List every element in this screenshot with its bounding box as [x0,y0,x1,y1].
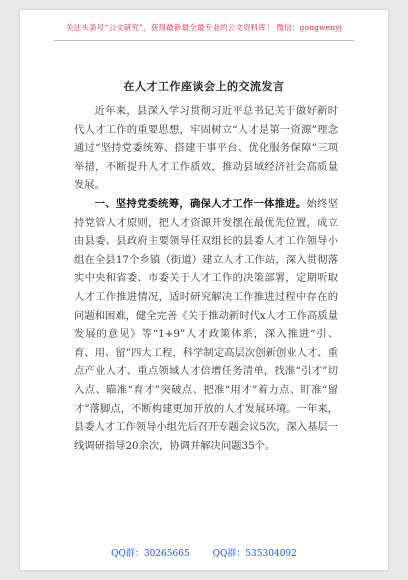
document-page [20,10,388,570]
section-1-heading: 一、坚持党委统筹，确保人才工作一体推进。 [94,197,307,210]
page-header-notice: 关注头条号“公文研究”，获得最新最全最专业的公文资料库！ 微信：gongwenyj [65,23,343,32]
document-title: 在人才工作座谈会上的交流发言 [123,80,285,93]
footer-qq-group-1: QQ群：30265665 [111,549,190,559]
footer-qq-group-2: QQ群：535304092 [212,549,297,559]
page-footer [20,546,388,559]
section-1-text: 始终坚持党管人才原则，把人才资源开发摆在最优先位置，成立由县委、县政府主要领导任双组长的县委人才工作领导小组在全县17个乡镇（街道）建立人才工作站，深入贯彻落实中央和省委、市委关于人才工作的决策部署，定期听取人才工作推进情况，适时研究解决工作推进过程中存在的问题和困难，健全完善《关于推动新时代x人才工作高质量发展的意见》等“1+9”人才政策体系，深入推进“引、育、用、留”四大工程，科学制定高层次创新创业人才、重点产业人才、重点领域人才倍增任务清单，找准“引才”切入点、瞄准“育才”突破点、把准“用才”着力点、盯准“留才”落脚点，不断构建更加开放的人才发展环境。一年来，县委人才工作领导小组先后召开专题会议5次，深入基层一线调研指导20余次，协调并解决问题35个。 [74,197,339,452]
header-divider [54,40,354,41]
document-body [74,102,338,455]
section-1-paragraph [74,195,338,455]
intro-paragraph: 近年来，县深入学习贯彻习近平总书记关于做好新时代人才工作的重要思想，牢固树立“人才是第一资源”理念通过“坚持党委统筹、搭建干事平台、优化服务保障”三项举措，不断提升人才工作质效，推动县域经济社会高质量发展。 [74,105,338,192]
